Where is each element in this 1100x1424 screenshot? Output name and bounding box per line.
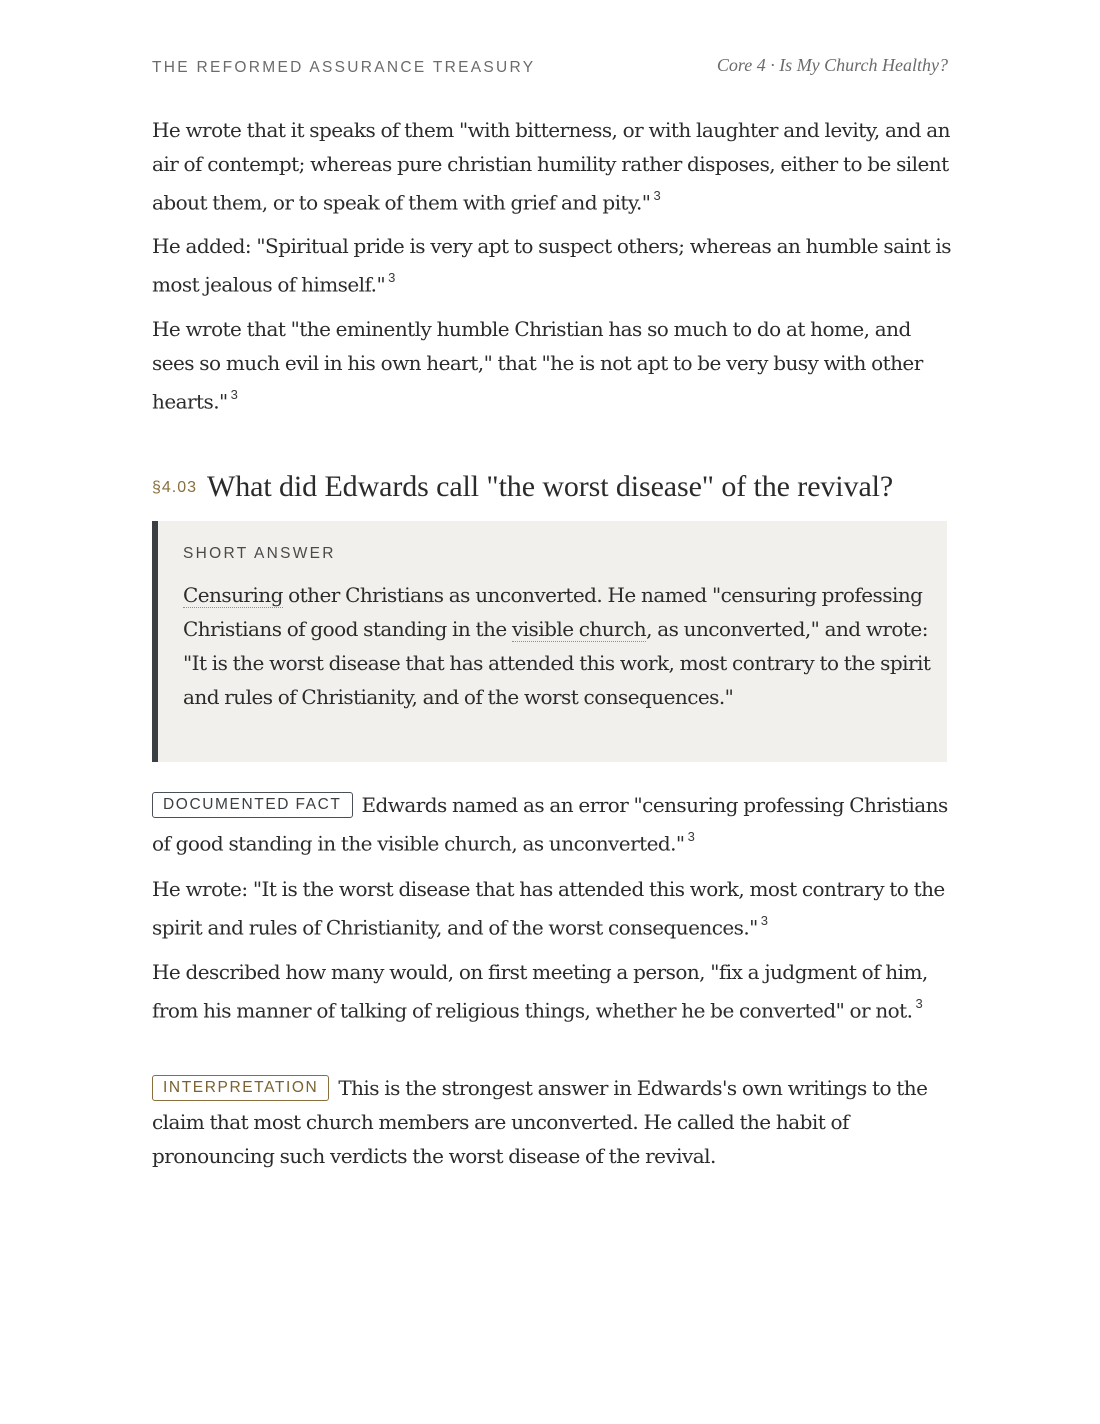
glossary-term-censuring[interactable]: Censuring (183, 583, 283, 607)
glossary-term-visible-church[interactable]: visible church (511, 617, 647, 641)
answer-text-part: , as unconverted," and wrote: "It is the worst disease that has attended this work, most contrary to the spirit and rules of Christianity, and of the worst consequences." (183, 617, 931, 709)
interpretation-badge: INTERPRETATION (152, 1075, 329, 1101)
section-heading (152, 470, 952, 504)
short-answer-label: SHORT ANSWER (183, 545, 336, 562)
intro-paragraph-2 (152, 229, 952, 302)
answer-text-part: other Christians as unconverted. He named "censuring professing Christians of good standing in the (183, 583, 923, 641)
interpretation-paragraph (152, 1071, 952, 1173)
footnote-ref[interactable]: 3 (915, 996, 923, 1011)
short-answer-text (183, 578, 933, 714)
book-title: THE REFORMED ASSURANCE TREASURY (152, 59, 536, 76)
footnote-ref[interactable]: 3 (388, 270, 396, 285)
paragraph-text: He added: "Spiritual pride is very apt to suspect others; whereas an humble saint is most jealous of himself." (152, 234, 951, 297)
intro-paragraph-1 (152, 113, 952, 220)
paragraph-text: He wrote that "the eminently humble Christian has so much to do at home, and sees so much evil in his own heart," that "he is not apt to be very busy with other hearts." (152, 317, 923, 414)
footnote-ref[interactable]: 3 (653, 188, 661, 203)
footnote-ref[interactable]: 3 (687, 829, 695, 844)
intro-paragraph-3 (152, 312, 952, 419)
running-head (152, 55, 948, 79)
chapter-title: Core 4 · Is My Church Healthy? (716, 55, 948, 75)
section-number: §4.03 (152, 479, 198, 496)
fact-paragraph-3 (152, 955, 952, 1028)
short-answer-box (152, 521, 947, 762)
paragraph-text: This is the strongest answer in Edwards's own writings to the claim that most church members are unconverted. He called the habit of pronouncing such verdicts the worst disease of the revival. (152, 1076, 928, 1168)
section-title: What did Edwards call "the worst disease" of the revival? (207, 470, 894, 503)
footnote-ref[interactable]: 3 (230, 387, 238, 402)
paragraph-text: Edwards named as an error "censuring professing Christians of good standing in the visible church, as unconverted." (152, 793, 948, 856)
fact-paragraph-1 (152, 788, 952, 861)
fact-paragraph-2 (152, 872, 952, 945)
paragraph-text: He described how many would, on first meeting a person, "fix a judgment of him, from his manner of talking of religious things, whether he be converted" or not. (152, 960, 928, 1023)
paragraph-text: He wrote: "It is the worst disease that has attended this work, most contrary to the spirit and rules of Christianity, and of the worst consequences." (152, 877, 945, 940)
paragraph-text: He wrote that it speaks of them "with bitterness, or with laughter and levity, and an air of contempt; whereas pure christian humility rather disposes, either to be silent about them, or to speak of them with grief and pity." (152, 118, 950, 215)
footnote-ref[interactable]: 3 (760, 913, 769, 928)
documented-fact-badge: DOCUMENTED FACT (152, 792, 353, 818)
